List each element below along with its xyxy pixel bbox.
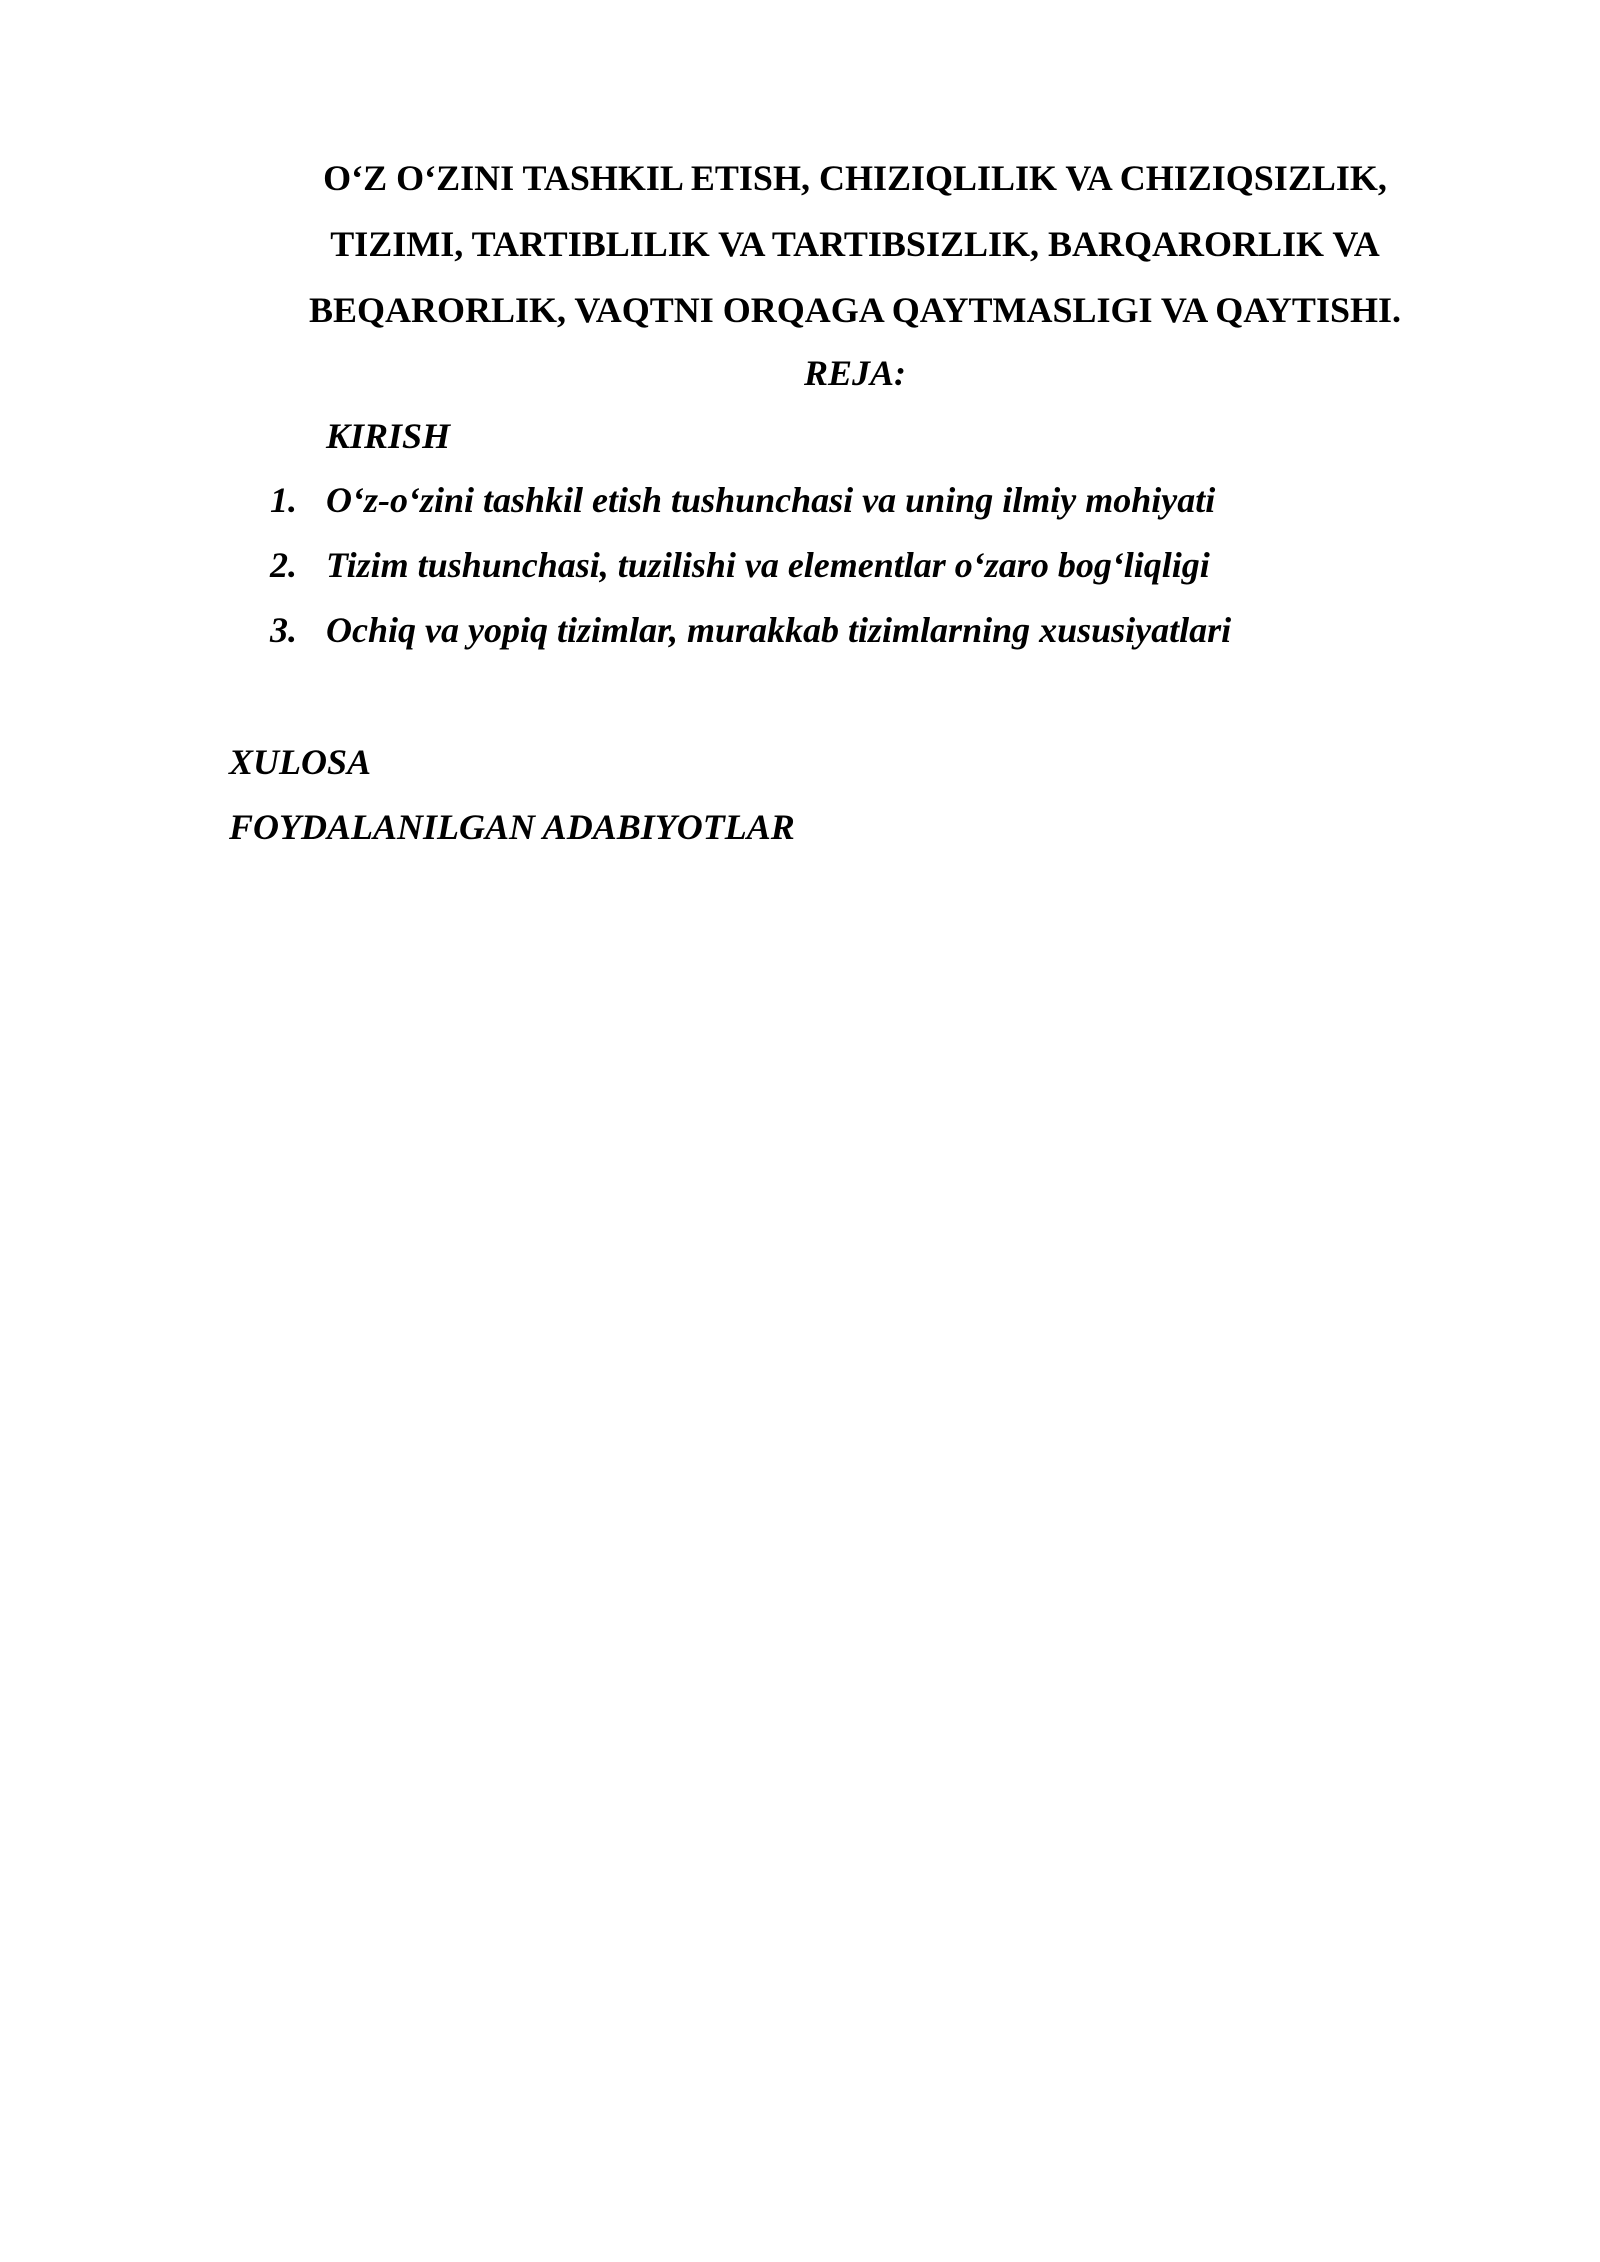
title-line-2: TIZIMI, TARTIBLILIK VA TARTIBSIZLIK, BARQARORLIK VA <box>330 224 1380 264</box>
references-heading: FOYDALANILGAN ADABIYOTLAR <box>229 807 795 847</box>
plan-item-number: 1. <box>270 480 297 520</box>
plan-item-1 <box>270 470 1231 535</box>
plan-item-2 <box>270 535 1231 600</box>
title-line-3: BEQARORLIK, VAQTNI ORQAGA QAYTMASLIGI VA QAYTISHI. <box>309 290 1401 330</box>
title-line-1: O‘Z O‘ZINI TASHKIL ETISH, CHIZIQLILIK VA CHIZIQSIZLIK, <box>323 158 1387 198</box>
plan-item-number: 3. <box>270 610 297 650</box>
document-title <box>255 145 1455 343</box>
plan-item-text: Tizim tushunchasi, tuzilishi va elementlar o‘zaro bog‘liqligi <box>326 545 1210 585</box>
closing-sections <box>229 730 795 860</box>
plan-item-3 <box>270 600 1231 665</box>
intro-heading: KIRISH <box>326 416 451 456</box>
plan-item-text: O‘z-o‘zini tashkil etish tushunchasi va uning ilmiy mohiyati <box>326 480 1216 520</box>
plan-item-text: Ochiq va yopiq tizimlar, murakkab tizimlarning xususiyatlari <box>326 610 1232 650</box>
plan-list <box>270 470 1231 665</box>
plan-item-number: 2. <box>270 545 297 585</box>
conclusion-heading: XULOSA <box>229 742 372 782</box>
plan-heading: REJA: <box>803 353 907 393</box>
